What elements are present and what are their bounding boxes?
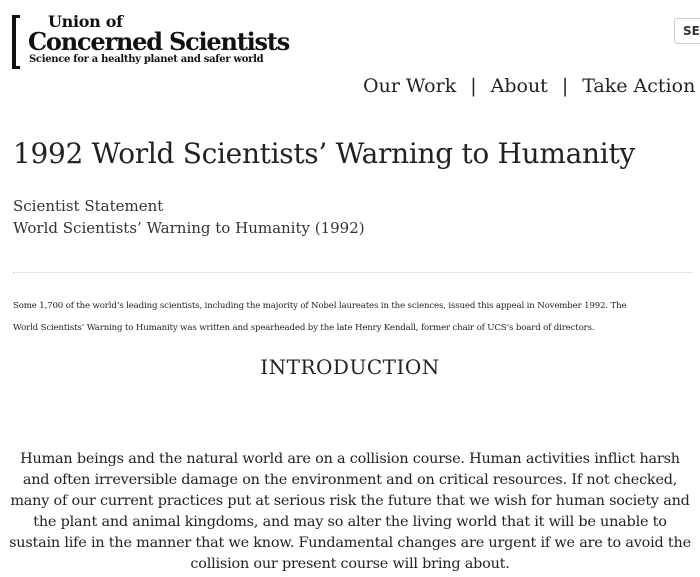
body-line: many of our current practices put at serious risk the future that we wish for human society and	[10, 493, 690, 509]
nav-take-action[interactable]: Take Action	[582, 75, 696, 97]
statement-category: Scientist Statement	[13, 197, 164, 215]
body-line: the plant and animal kingdoms, and may so alter the living world that it will be unable to	[33, 514, 667, 530]
nav-separator: |	[561, 75, 569, 97]
main-nav	[363, 72, 695, 100]
statement-subtitle: World Scientists’ Warning to Humanity (1992)	[13, 219, 365, 237]
nav-separator: |	[470, 75, 477, 97]
nav-about[interactable]: About	[490, 75, 548, 97]
body-line: collision our present course will bring about.	[190, 556, 510, 572]
body-line: sustain life in the manner that we know. Fundamental changes are urgent if we are to avoid the	[9, 535, 691, 551]
logo-line-2: Concerned Scientists	[28, 27, 290, 56]
logo-tagline: Science for a healthy planet and safer world	[29, 54, 264, 65]
body-line: Human beings and the natural world are on a collision course. Human activities inflict harsh	[20, 451, 680, 467]
ucs-logo[interactable]	[12, 12, 312, 70]
logo-line-1: Union of	[48, 12, 123, 31]
section-heading: INTRODUCTION	[260, 355, 440, 379]
search-button[interactable]: SE	[674, 18, 700, 44]
page-title: 1992 World Scientists’ Warning to Humanity	[13, 137, 635, 170]
statement-meta	[13, 195, 365, 239]
intro-note-line: World Scientists’ Warning to Humanity was written and spearheaded by the late Henry Kendall, former chair of UCS’s board of directors.	[13, 323, 595, 333]
nav-our-work[interactable]: Our Work	[363, 75, 457, 97]
logo-bracket-icon	[12, 15, 16, 69]
intro-note-line: Some 1,700 of the world’s leading scientists, including the majority of Nobel laureates in the sciences, issued this appeal in November 1992. The	[13, 301, 627, 311]
body-paragraph	[0, 449, 700, 575]
divider	[13, 272, 693, 273]
body-line: and often irreversible damage on the environment and on critical resources. If not checked,	[22, 472, 678, 488]
intro-note	[13, 295, 699, 339]
